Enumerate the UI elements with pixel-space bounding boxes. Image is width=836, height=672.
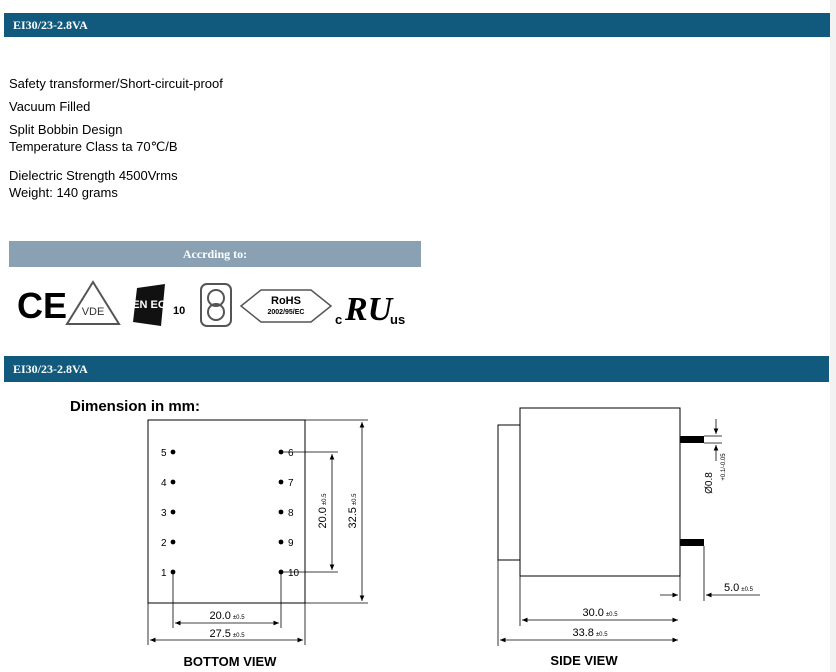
svg-text:6: 6 (288, 448, 294, 459)
side-view-caption: SIDE VIEW (550, 653, 618, 668)
feature-line: Temperature Class ta 70℃/B (9, 139, 178, 154)
vde-text: VDE (81, 306, 105, 318)
pin-left-4 (161, 478, 175, 489)
svg-text:9: 9 (288, 538, 294, 549)
svg-text:20.0±0.5: 20.0±0.5 (317, 493, 329, 529)
svg-text:3: 3 (161, 508, 167, 519)
ul-us-text: us (390, 312, 406, 327)
side-view (498, 408, 760, 668)
svg-text:1: 1 (161, 568, 167, 579)
svg-text:8: 8 (288, 508, 294, 519)
according-to-bar (9, 241, 421, 267)
pin-right-7 (279, 478, 294, 489)
ul-recognized-icon (335, 291, 405, 328)
scrollbar-track[interactable] (830, 0, 836, 672)
dim-pin-length-label: 5.0 ±0.5 (724, 582, 753, 594)
enec-number: 10 (173, 305, 186, 317)
pin-left-3 (161, 508, 175, 519)
enec-mark-icon (132, 284, 185, 326)
svg-text:+0.1/-0.05: +0.1/-0.05 (721, 453, 727, 481)
rohs-text: RoHS (271, 295, 301, 307)
dim-pin-diameter-tol (721, 453, 727, 481)
dim-pin-diameter-label (704, 472, 715, 494)
ul-c-text: c (335, 312, 343, 327)
ce-text: CE (17, 285, 68, 326)
dim-height-label (347, 493, 359, 529)
ce-mark-icon (17, 285, 67, 326)
feature-line: Weight: 140 grams (9, 185, 118, 200)
section-title: EI30/23-2.8VA (13, 362, 88, 376)
rohs-sub-text: 2002/95/EC (267, 309, 305, 316)
bottom-view (148, 420, 368, 669)
dim-width-label: 27.5 ±0.5 (209, 628, 245, 640)
dimension-title: Dimension in mm: (70, 398, 201, 415)
pin-right-6 (279, 448, 294, 459)
ul-mark-text: RU (345, 291, 393, 328)
dim-total-label: 33.8 ±0.5 (572, 627, 608, 639)
bottom-view-caption: BOTTOM VIEW (183, 654, 277, 669)
dim-pins-label: 20.0 ±0.5 (209, 610, 245, 622)
pin-right-9 (279, 538, 294, 549)
svg-text:10: 10 (288, 568, 300, 579)
pin-left-2 (161, 538, 175, 549)
svg-text:7: 7 (288, 478, 294, 489)
dim-pin-height-label (317, 493, 329, 529)
certification-logos (15, 280, 415, 330)
feature-line: Split Bobbin Design (9, 122, 123, 137)
rohs-mark-icon (241, 290, 331, 322)
pin-right-10 (279, 568, 300, 579)
dimension-drawing (0, 383, 830, 672)
feature-line: Dielectric Strength 4500Vrms (9, 168, 178, 183)
section-title: EI30/23-2.8VA (13, 18, 88, 32)
according-label: Accrding to: (182, 247, 248, 261)
svg-text:5: 5 (161, 448, 167, 459)
pin-right-8 (279, 508, 294, 519)
feature-line: Safety transformer/Short-circuit-proof (9, 76, 223, 91)
svg-text:32.5±0.5: 32.5±0.5 (347, 493, 359, 529)
svg-text:2: 2 (161, 538, 167, 549)
vde-mark-icon (67, 282, 119, 324)
feature-line: Vacuum Filled (9, 99, 91, 114)
pin-left-5 (161, 448, 175, 459)
enec-text: EN EC (132, 299, 166, 311)
section-header-specs (4, 13, 830, 37)
svg-text:4: 4 (161, 478, 167, 489)
safety-transformer-icon (201, 284, 231, 326)
section-header-dimensions (4, 356, 829, 382)
dim-body-label: 30.0 ±0.5 (582, 607, 618, 619)
svg-text:Ø0.8: Ø0.8 (704, 472, 715, 494)
